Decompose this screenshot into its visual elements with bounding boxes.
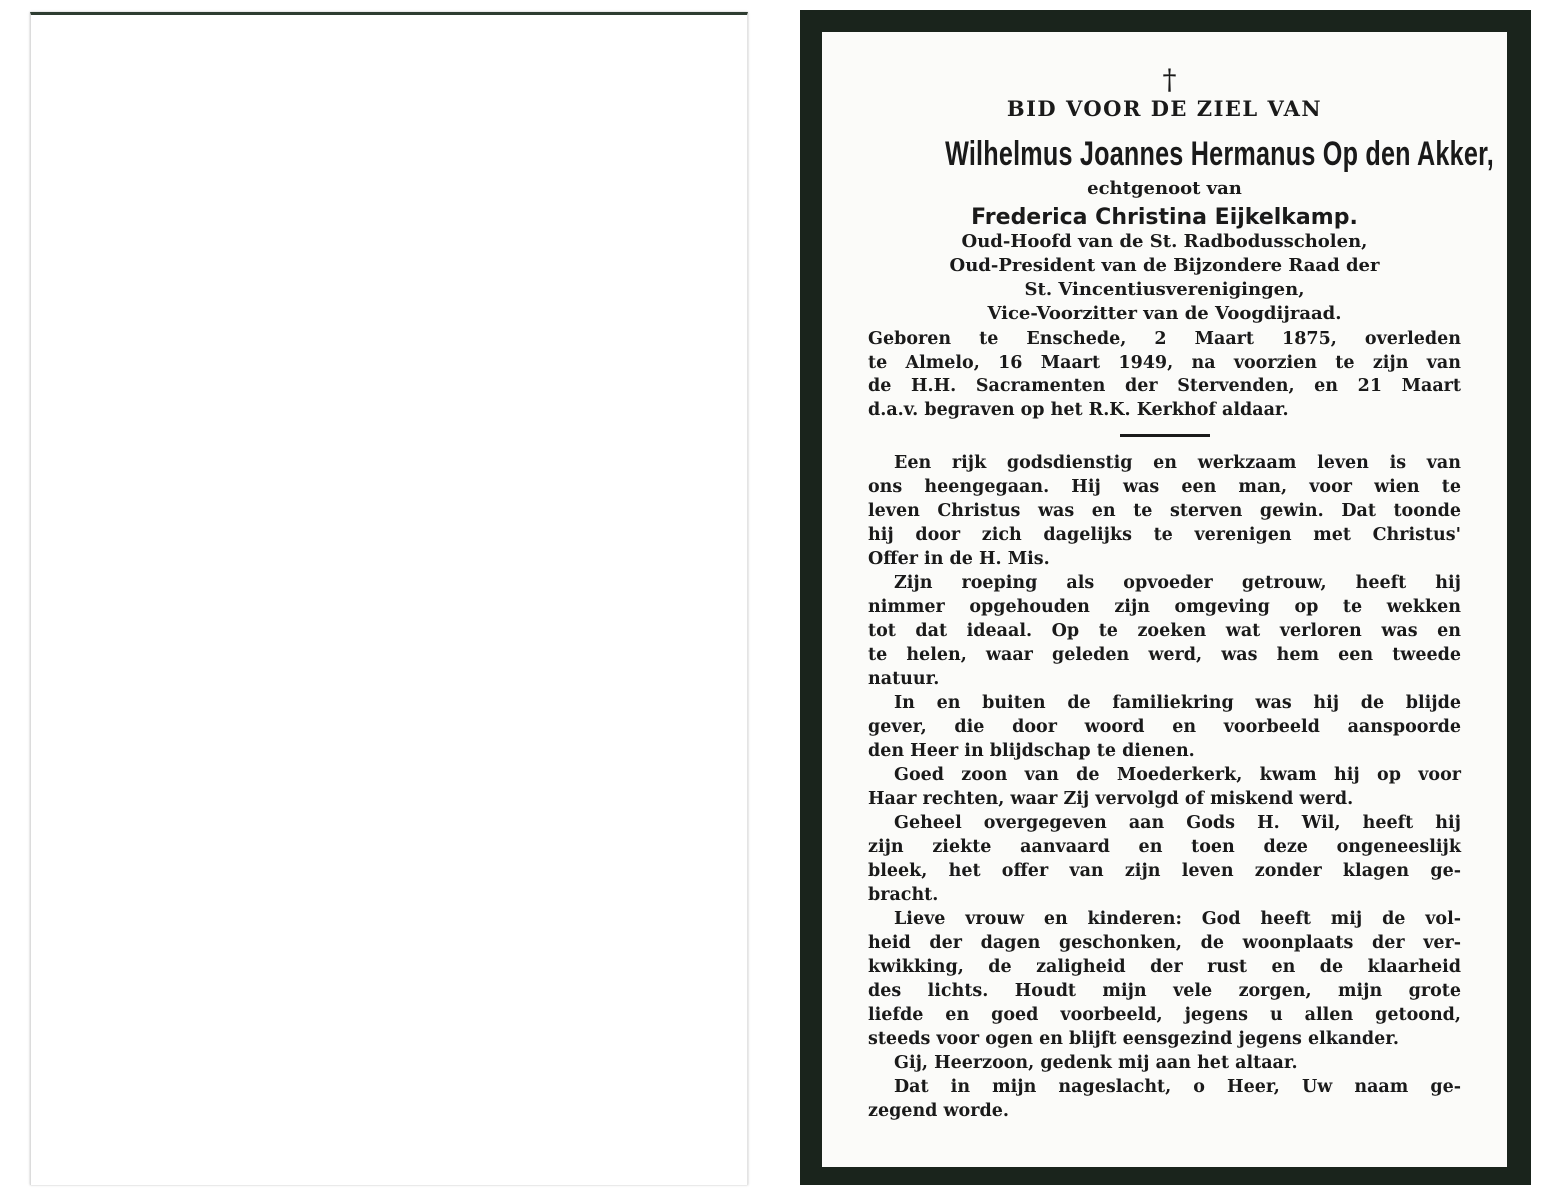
bio-line: te Almelo, 16 Maart 1949, na voorzien te zijn van: [868, 352, 1461, 373]
text-line: Lieve vrouw en kinderen: God heeft mij de vol-: [894, 909, 1461, 929]
text-line: Zijn roeping als opvoeder getrouw, heeft hij: [894, 573, 1461, 593]
card-inner-panel: [822, 32, 1507, 1167]
text-line: te helen, waar geleden werd, was hem een tweede: [868, 645, 1461, 665]
text-line: natuur.: [868, 669, 940, 689]
paragraph: [868, 1075, 1461, 1123]
text-line: hij door zich dagelijks te verenigen met Christus': [868, 525, 1461, 545]
biography: [868, 328, 1461, 422]
text-line: heid der dagen geschonken, de woonplaats der ver-: [868, 933, 1461, 953]
title-line: Oud-President van de Bijzondere Raad der: [949, 255, 1380, 276]
cross-icon: †: [1162, 63, 1177, 96]
deceased-name: Wilhelmus Joannes Hermanus Op den Akker,: [945, 135, 1494, 173]
text-line: Goed zoon van de Moederkerk, kwam hij op voor: [894, 765, 1461, 785]
title-line: Oud-Hoofd van de St. Radbodusscholen,: [961, 231, 1368, 252]
prayer-header: BID VOOR DE ZIEL VAN: [1006, 96, 1323, 121]
paragraph: [868, 691, 1461, 763]
text-line: leven Christus was en te sterven gewin. Dat toonde: [868, 501, 1461, 521]
paragraph: [868, 451, 1461, 571]
text-line: gever, die door woord en voorbeeld aanspoorde: [868, 717, 1461, 737]
text-line: Offer in de H. Mis.: [868, 549, 1050, 569]
text-line: nimmer opgehouden zijn omgeving op te wekken: [868, 597, 1461, 617]
spouse-name: Frederica Christina Eijkelkamp.: [971, 205, 1358, 230]
bio-line: d.a.v. begraven op het R.K. Kerkhof aldaar.: [868, 399, 1289, 420]
text-line: steeds voor ogen en blijft eensgezind jegens elkander.: [868, 1029, 1399, 1049]
paragraph: [868, 571, 1461, 691]
memorial-text: [868, 451, 1461, 1123]
text-line: liefde en goed voorbeeld, jegens u allen getoond,: [868, 1005, 1461, 1025]
text-line: Geheel overgegeven aan Gods H. Wil, heeft hij: [894, 813, 1461, 833]
text-line: In en buiten de familiekring was hij de blijde: [894, 693, 1461, 713]
card-content: [868, 63, 1494, 1123]
bio-line: Geboren te Enschede, 2 Maart 1875, overleden: [868, 329, 1461, 349]
paragraph: [868, 763, 1461, 811]
text-line: Haar rechten, waar Zij vervolgd of miskend werd.: [868, 789, 1354, 809]
title-line: Vice-Voorzitter van de Voogdijraad.: [987, 303, 1342, 324]
memorial-card: [800, 10, 1531, 1185]
text-line: bracht.: [868, 885, 939, 905]
text-line: ons heengegaan. Hij was een man, voor wien te: [868, 477, 1461, 497]
text-line: Gij, Heerzoon, gedenk mij aan het altaar.: [894, 1053, 1298, 1073]
paragraph: [868, 907, 1461, 1051]
card-back-blank: [30, 12, 748, 1185]
title-line: St. Vincentiusverenigingen,: [1024, 279, 1305, 300]
text-line: den Heer in blijdschap te dienen.: [868, 741, 1195, 761]
paragraph: [868, 1051, 1461, 1075]
text-line: Dat in mijn nageslacht, o Heer, Uw naam ge-: [894, 1077, 1461, 1097]
text-line: tot dat ideaal. Op te zoeken wat verloren was en: [868, 621, 1461, 641]
text-line: des lichts. Houdt mijn vele zorgen, mijn grote: [868, 981, 1461, 1001]
divider: [1120, 434, 1210, 437]
text-line: bleek, het offer van zijn leven zonder klagen ge-: [868, 861, 1461, 881]
paragraph: [868, 811, 1461, 907]
text-line: zijn ziekte aanvaard en toen deze ongeneeslijk: [868, 837, 1461, 857]
text-line: kwikking, de zaligheid der rust en de klaarheid: [868, 957, 1461, 977]
spouse-intro: echtgenoot van: [1087, 178, 1242, 199]
text-line: zegend worde.: [868, 1101, 1009, 1121]
text-line: Een rijk godsdienstig en werkzaam leven is van: [894, 453, 1461, 473]
bio-line: de H.H. Sacramenten der Stervenden, en 21 Maart: [868, 376, 1461, 396]
